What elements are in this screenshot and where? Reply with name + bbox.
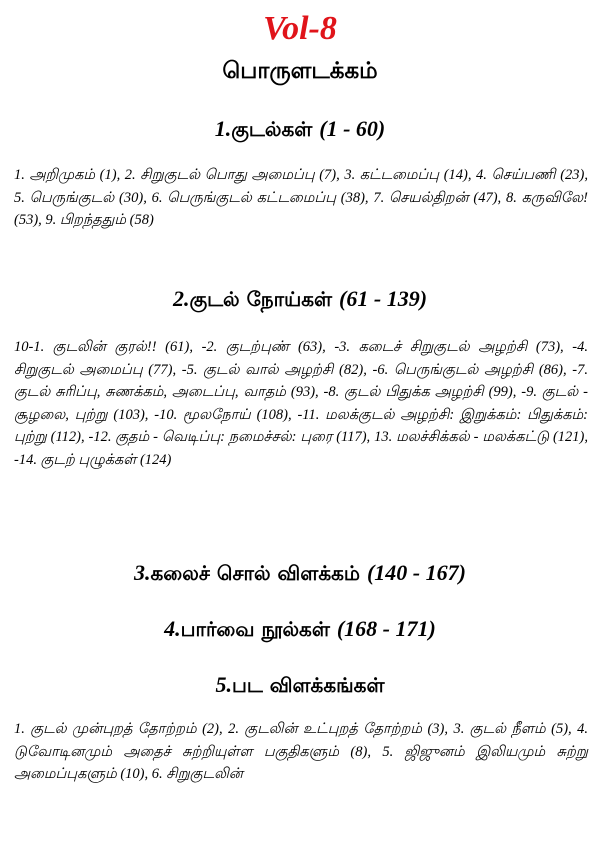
section-title: பார்வை நூல்கள் <box>180 617 330 641</box>
section-heading-1 <box>0 116 600 144</box>
volume-label: Vol-8 <box>263 10 337 47</box>
contents-title: பொருளடக்கம் <box>222 58 378 84</box>
section-number: 2. <box>172 286 190 311</box>
section-title: குடல் நோய்கள் <box>189 287 333 311</box>
section-1-contents: 1. அறிமுகம் (1), 2. சிறுகுடல் பொது அமைப்பு (7), 3. கட்டமைப்பு (14), 4. செய்பணி (23), 5. பெருங்குடல் (30), 6. பெருங்குடல் கட்டமைப்பு (38), 7. செயல்திறன் (47), 8. கருவிலே! (53), 9. பிறந்ததும் (58) <box>14 167 588 228</box>
section-heading-5 <box>0 672 600 700</box>
section-number: 4. <box>164 616 181 641</box>
section-2-contents: 10-1. குடலின் குரல்!! (61), -2. குடற்புண் (63), -3. கடைச் சிறுகுடல் அழற்சி (73), -4. சிறுகுடல் அமைப்பு (77), -5. குடல் வால் அழற்சி (82), -6. பெருங்குடல் அழற்சி (86), -7. குடல் சுரிப்பு, சுணக்கம், அடைப்பு, வாதம் (93), -8. குடல் பிதுக்க அழற்சி (99), -9. குடல் - சூழலை, புற்று (103), -10. மூலநோய் (108), -11. மலக்குடல் அழற்சி: இறுக்கம்: பிதுக்கம்: புற்று (112), -12. குதம் - வெடிப்பு: நமைச்சல்: புரை (117), 13. மலச்சிக்கல் - மலக்கட்டு (121), -14. குடற் புழுக்கள் (124) <box>14 339 588 468</box>
section-title: கலைச் சொல் விளக்கம் <box>150 561 361 585</box>
section-range: (168 - 171) <box>336 616 436 641</box>
section-range: (140 - 167) <box>366 560 466 585</box>
section-heading-2 <box>0 286 600 314</box>
section-number: 3. <box>134 560 151 585</box>
section-number: 5. <box>215 672 232 697</box>
section-5-contents: 1. குடல் முன்புறத் தோற்றம் (2), 2. குடலின் உட்புறத் தோற்றம் (3), 3. குடல் நீளம் (5), 4. டுவோடினமும் அதைச் சுற்றியுள்ள பகுதிகளும் (8), 5. ஜிஜுனம் இலியமும் சுற்று அமைப்புகளும் (10), 6. சிறுகுடலின் <box>14 721 588 782</box>
section-range: (1 - 60) <box>319 116 386 141</box>
section-number: 1. <box>214 116 232 141</box>
section-heading-3 <box>0 560 600 588</box>
section-heading-4 <box>0 616 600 644</box>
section-range: (61 - 139) <box>339 286 428 311</box>
section-title: பட விளக்கங்கள் <box>231 673 385 697</box>
section-title: குடல்கள் <box>231 117 313 141</box>
